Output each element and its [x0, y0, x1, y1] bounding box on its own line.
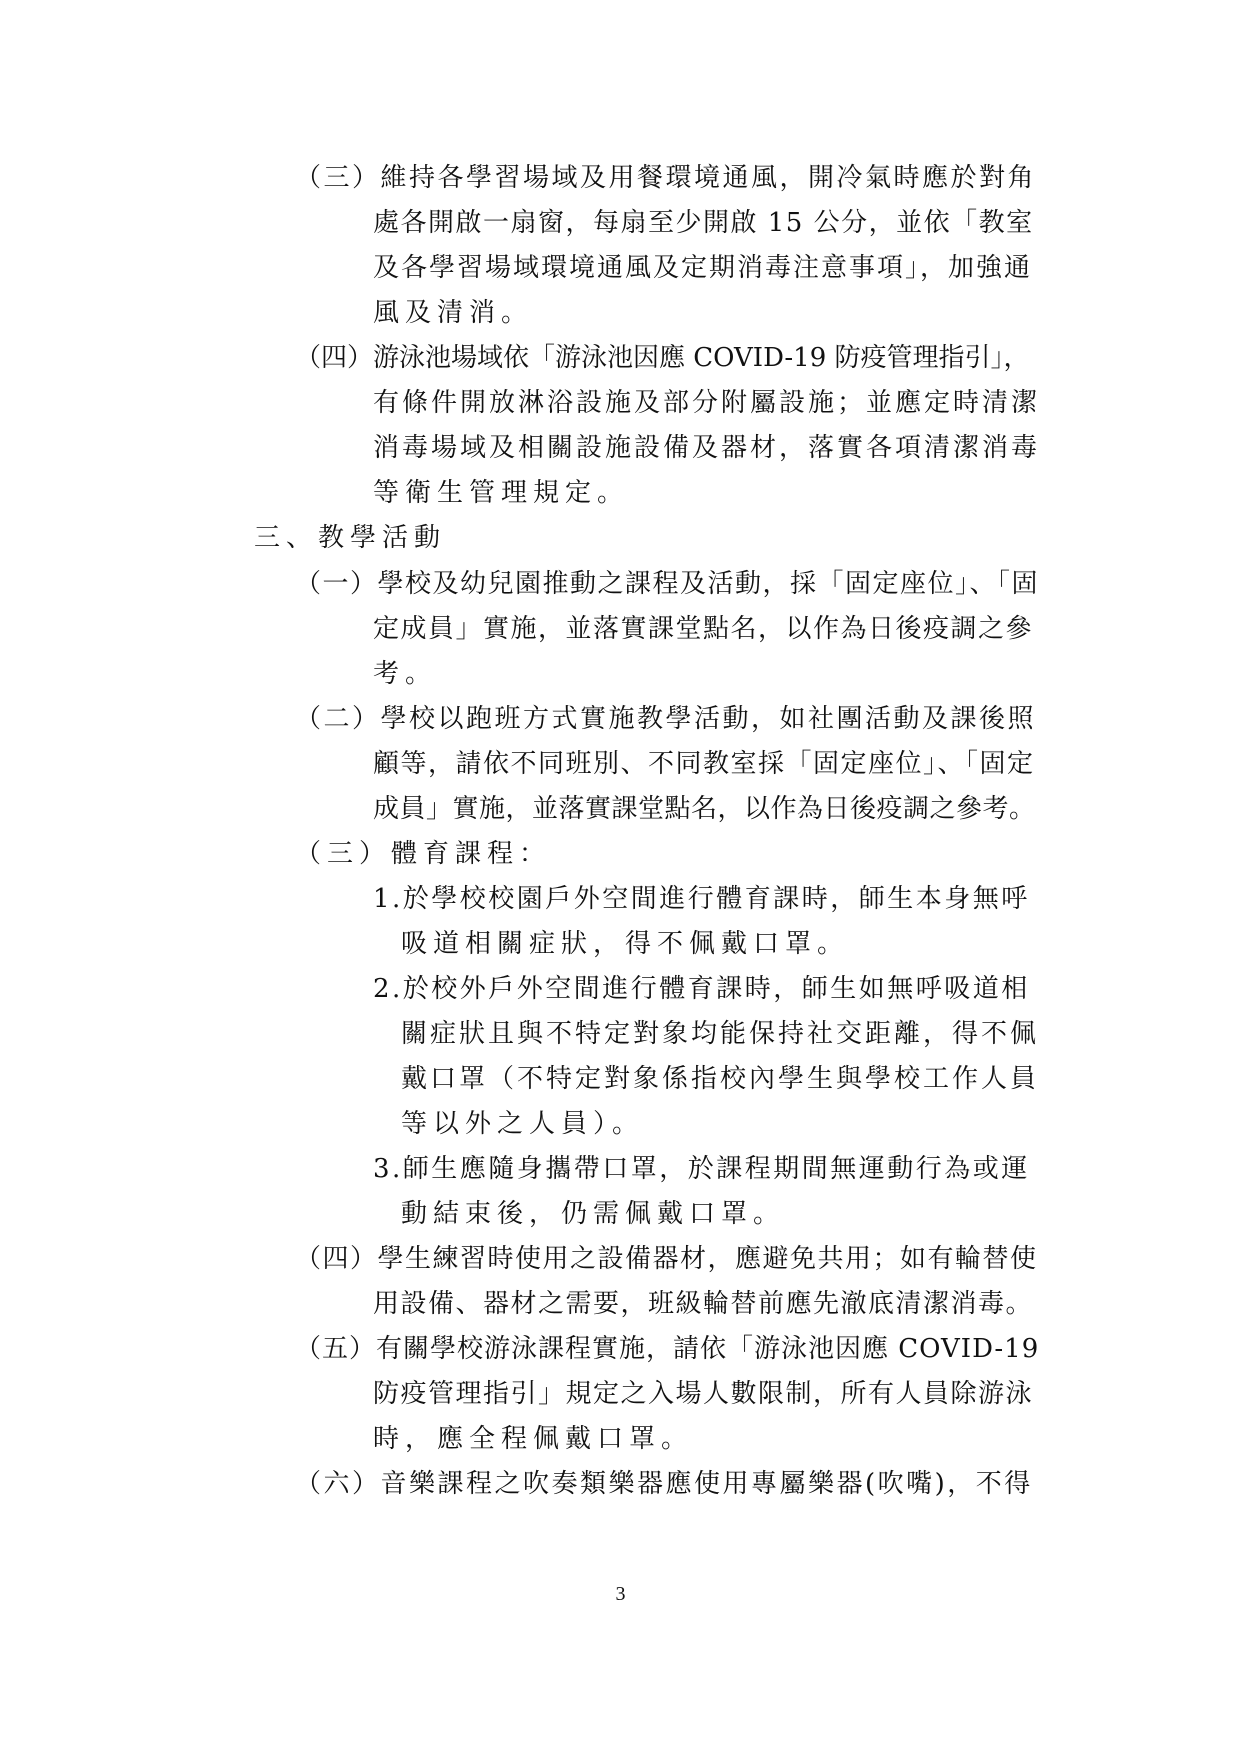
sub-item-3-line: 動結束後，仍需佩戴口罩。: [401, 1199, 786, 1229]
item-teach-4-line: （四）學生練習時使用之設備器材，應避免共用；如有輪替使: [295, 1244, 1038, 1274]
item-teach-5-line: 時，應全程佩戴口罩。: [373, 1424, 694, 1454]
item-teach-5-line: （五）有關學校游泳課程實施，請依「游泳池因應 COVID-19: [295, 1334, 1040, 1364]
item-teach-5-line: 防疫管理指引」規定之入場人數限制，所有人員除游泳: [373, 1379, 1034, 1409]
item-teach-4-line: 用設備、器材之需要，班級輪替前應先澈底清潔消毒。: [373, 1289, 1034, 1319]
sub-item-2-line: 2.於校外戶外空間進行體育課時，師生如無呼吸道相: [373, 974, 1030, 1004]
sub-item-2-line: 戴口罩（不特定對象係指校內學生與學校工作人員: [401, 1064, 1040, 1094]
sub-item-1-line: 吸道相關症狀，得不佩戴口罩。: [401, 929, 850, 959]
item-teach-2-line: 成員」實施，並落實課堂點名，以作為日後疫調之參考。: [373, 794, 1036, 824]
item-3-4-line: 有條件開放淋浴設施及部分附屬設施；並應定時清潔: [373, 388, 1041, 418]
item-3-3-line: 及各學習場域環境通風及定期消毒注意事項」，加強通: [373, 253, 1033, 283]
item-teach-1-line: 定成員」實施，並落實課堂點名，以作為日後疫調之參: [373, 614, 1034, 644]
item-teach-2-line: （二）學校以跑班方式實施教學活動，如社團活動及課後照: [295, 704, 1037, 734]
item-3-4-line: （四）游泳池場域依「游泳池因應 COVID-19 防疫管理指引」，: [295, 343, 1030, 373]
item-teach-1-line: （一）學校及幼兒園推動之課程及活動，採「固定座位」、「固: [295, 569, 1040, 599]
item-teach-1-line: 考。: [373, 659, 438, 689]
section-3-heading-line: 三、教學活動: [254, 523, 447, 553]
sub-item-1-line: 1.於學校校園戶外空間進行體育課時，師生本身無呼: [373, 884, 1030, 914]
sub-item-2-line: 等以外之人員）。: [401, 1109, 645, 1139]
item-teach-3-line: （三）體育課程：: [295, 839, 552, 869]
item-3-3-line: 風及清消。: [373, 298, 534, 328]
sub-item-3-line: 3.師生應隨身攜帶口罩，於課程期間無運動行為或運: [373, 1154, 1030, 1184]
item-3-3-line: 處各開啟一扇窗，每扇至少開啟 15 公分，並依「教室: [373, 208, 1034, 238]
item-3-4-line: 消毒場域及相關設施設備及器材，落實各項清潔消毒: [373, 433, 1041, 463]
item-teach-6-line: （六）音樂課程之吹奏類樂器應使用專屬樂器(吹嘴)，不得: [295, 1469, 1033, 1499]
page-number: 3: [615, 1583, 626, 1605]
item-3-4-line: 等衛生管理規定。: [373, 478, 630, 508]
item-3-3-line: （三）維持各學習場域及用餐環境通風，開冷氣時應於對角: [295, 163, 1037, 193]
item-teach-2-line: 顧等，請依不同班別、不同教室採「固定座位」、「固定: [373, 749, 1035, 779]
sub-item-2-line: 關症狀且與不特定對象均能保持社交距離，得不佩: [401, 1019, 1040, 1049]
